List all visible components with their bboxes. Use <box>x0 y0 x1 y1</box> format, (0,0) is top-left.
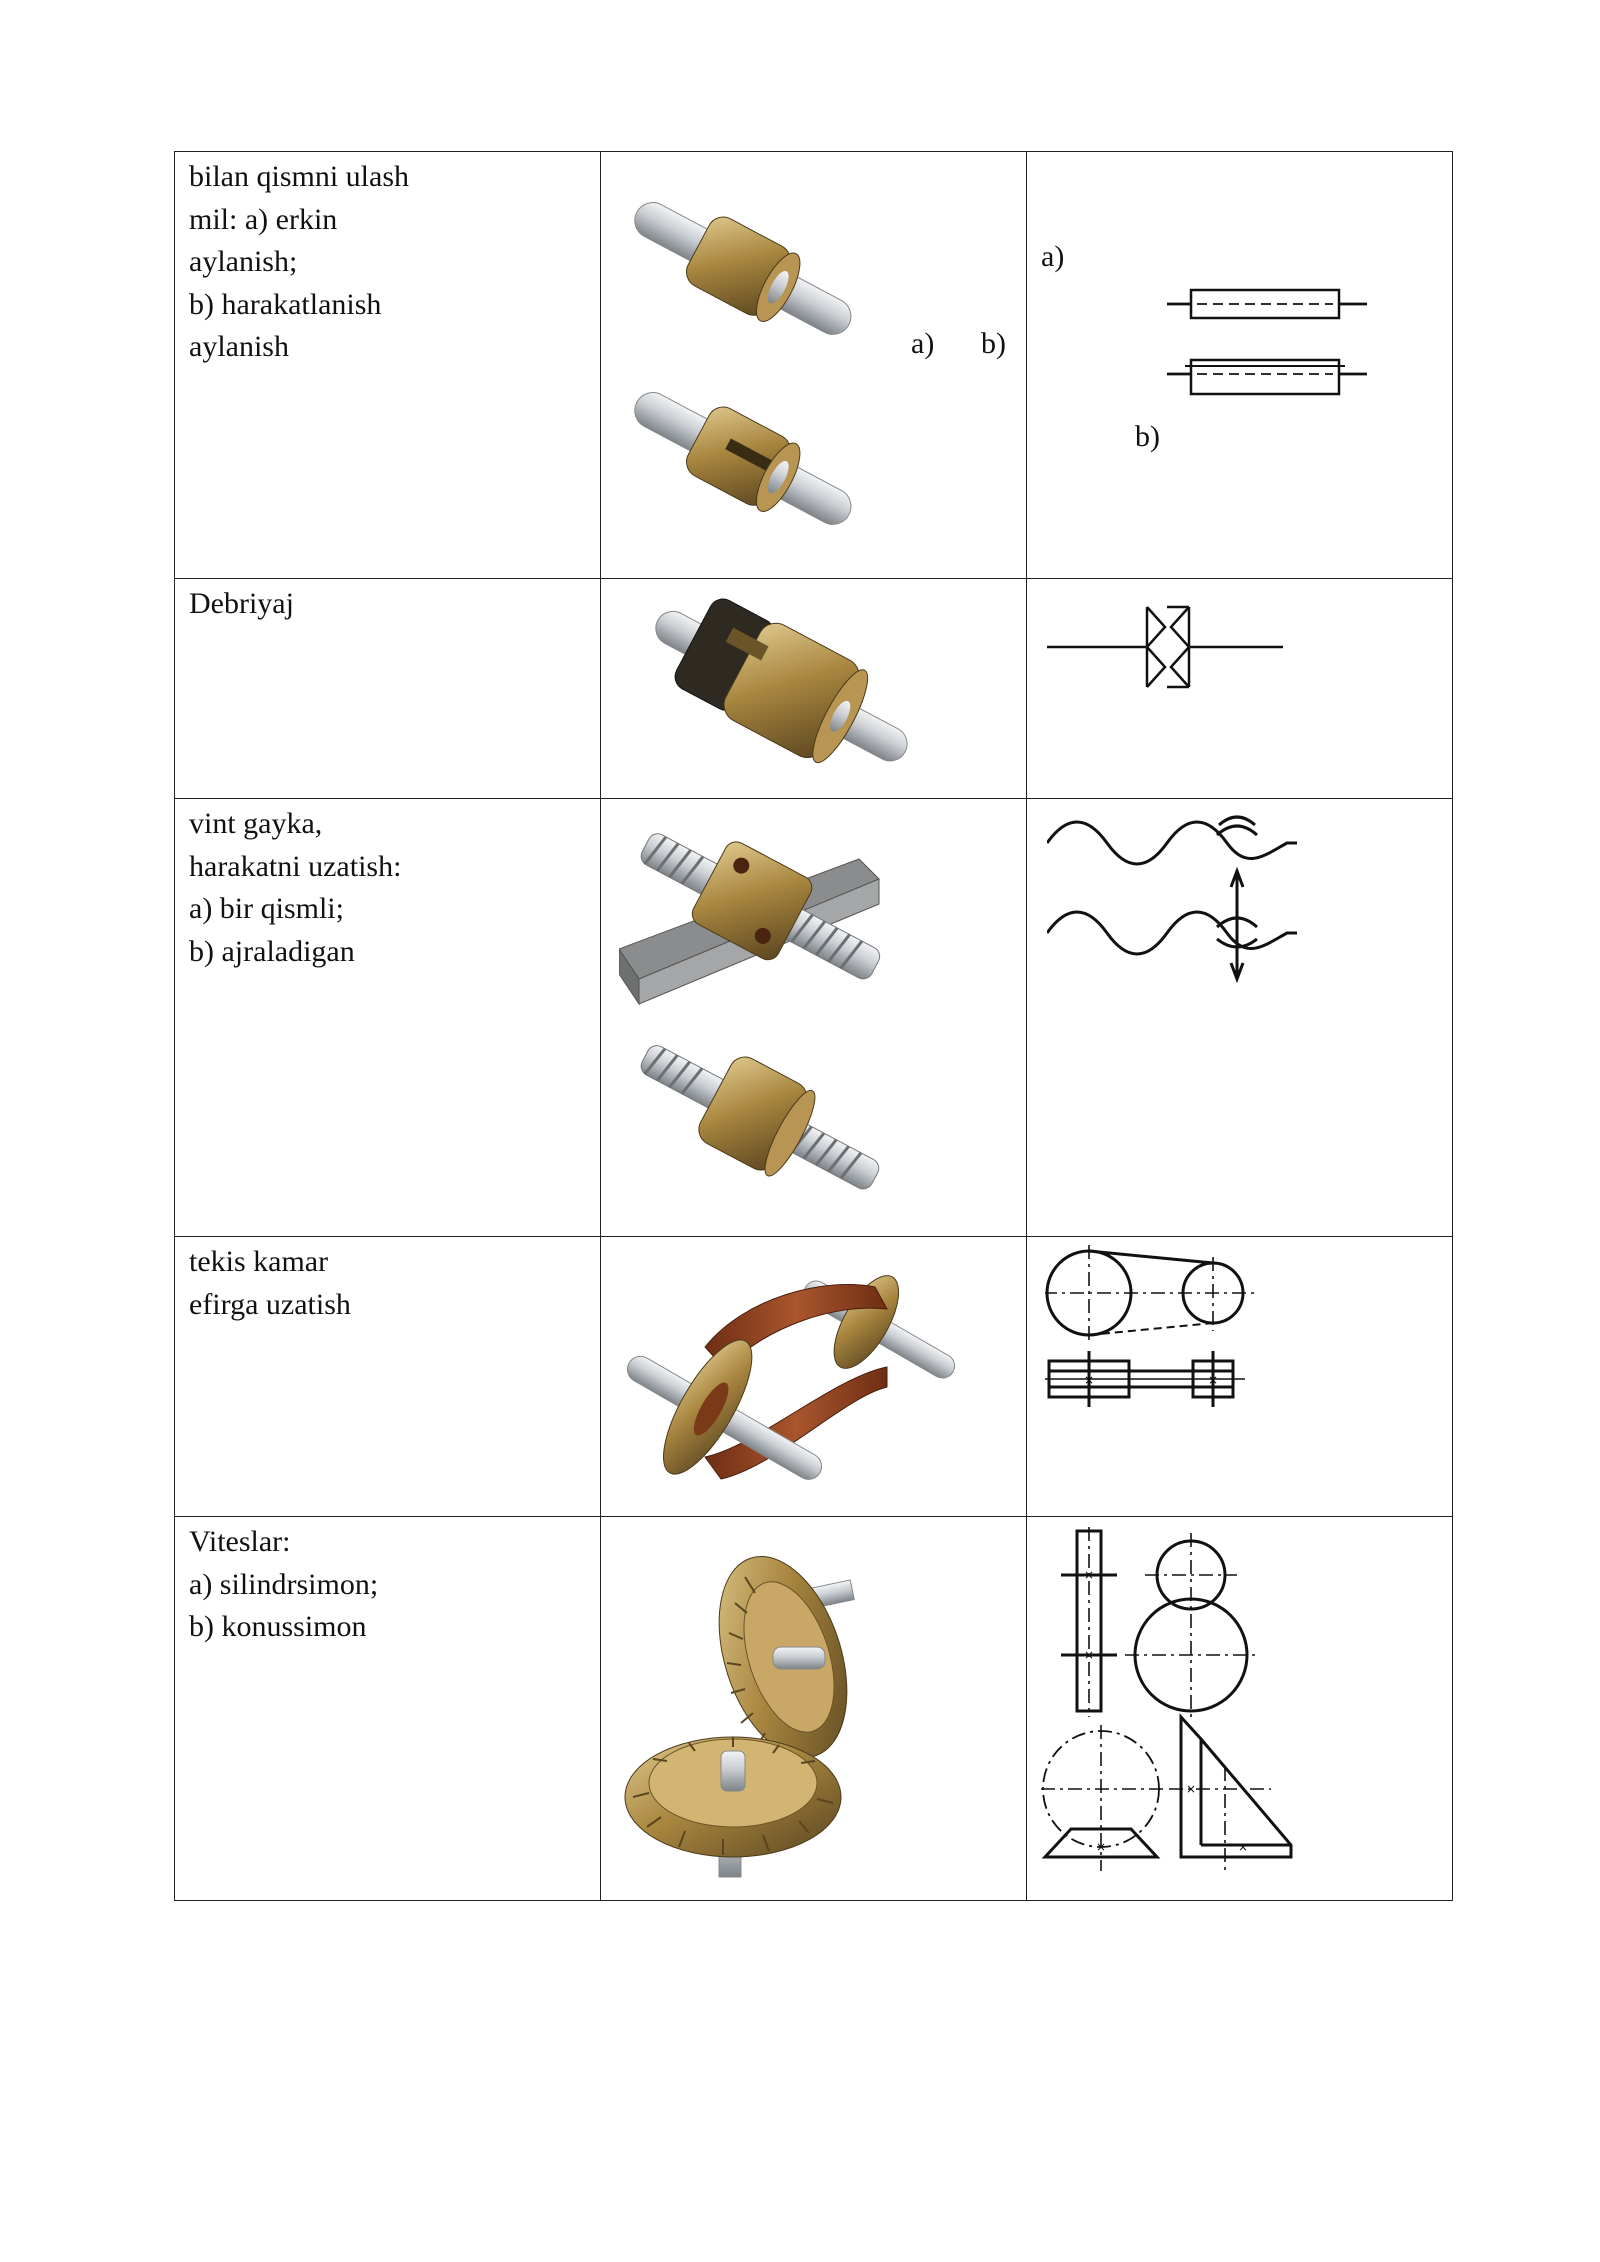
belt-drive-symbol <box>1045 1243 1275 1413</box>
shaft-coupling-symbol <box>1167 282 1377 402</box>
svg-text:×: × <box>1185 1782 1197 1796</box>
table-row <box>175 799 1453 1237</box>
image-cell <box>601 579 1027 799</box>
belt-drive-illustration <box>625 1257 985 1507</box>
row-description: Viteslar: a) silindrsimon; b) konussimon <box>189 1525 379 1643</box>
row-description: vint gayka, harakatni uzatish: a) bir qismli; b) ajraladigan <box>189 807 402 968</box>
table-row <box>175 1237 1453 1517</box>
symbol-cell <box>1027 152 1453 579</box>
symbol-label-a: a) <box>1041 240 1065 273</box>
symbol-label-b: b) <box>1135 420 1160 453</box>
svg-text:×: × <box>1083 1648 1095 1662</box>
gears-symbol <box>1041 1527 1341 1877</box>
svg-text:×: × <box>1207 1373 1219 1387</box>
image-cell <box>601 1237 1027 1517</box>
description-cell <box>175 1517 601 1901</box>
symbol-cell <box>1027 1237 1453 1517</box>
shaft-coupling-illustration <box>621 172 861 542</box>
table-row <box>175 152 1453 579</box>
image-cell <box>601 799 1027 1237</box>
symbols-table <box>174 151 1453 1901</box>
svg-text:×: × <box>1083 1373 1095 1387</box>
image-label-a: a) <box>911 327 935 360</box>
symbol-cell <box>1027 579 1453 799</box>
bevel-gears-illustration <box>623 1547 923 1887</box>
svg-text:×: × <box>1237 1840 1249 1854</box>
symbol-cell <box>1027 1517 1453 1901</box>
symbol-cell <box>1027 799 1453 1237</box>
svg-text:×: × <box>1083 1568 1095 1582</box>
lead-screw-symbol <box>1047 805 1327 985</box>
image-label-b: b) <box>981 327 1006 360</box>
svg-text:×: × <box>1095 1840 1107 1854</box>
description-cell <box>175 152 601 579</box>
image-cell <box>601 152 1027 579</box>
lead-screw-illustration <box>619 819 899 1219</box>
row-description: tekis kamar efirga uzatish <box>189 1245 351 1321</box>
description-cell <box>175 579 601 799</box>
row-description: bilan qismni ulash mil: a) erkin aylanish; b) harakatlanish aylanish <box>189 160 409 363</box>
clutch-illustration <box>641 587 921 787</box>
row-description: Debriyaj <box>189 587 294 620</box>
clutch-symbol <box>1047 599 1307 699</box>
description-cell <box>175 799 601 1237</box>
description-cell <box>175 1237 601 1517</box>
table-row <box>175 579 1453 799</box>
table-row <box>175 1517 1453 1901</box>
image-cell <box>601 1517 1027 1901</box>
